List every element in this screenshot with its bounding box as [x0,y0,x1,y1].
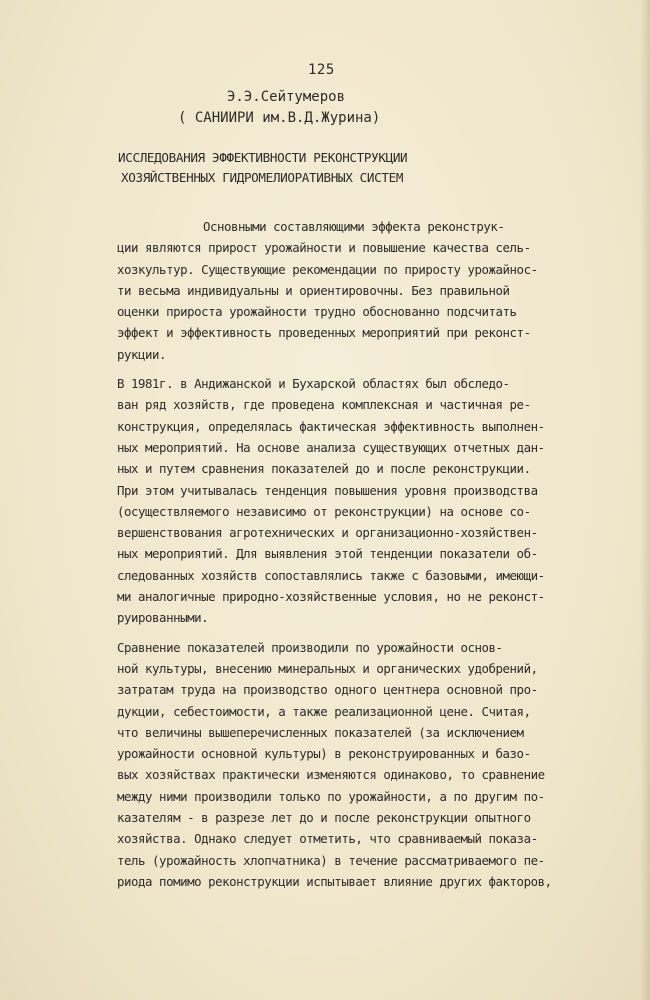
title-line: ИССЛЕДОВАНИЯ ЭФФЕКТИВНОСТИ РЕКОНСТРУКЦИИ [118,150,408,165]
article-body [117,216,557,892]
text-line: ми аналогичные природно-хозяйственные условия, но не реконст- [117,589,545,605]
text-line: между ними производили только по урожайности, а по другим по- [117,788,545,804]
paragraph-gap [117,365,557,373]
text-line: риода помимо реконструкции испытывает влияние других факторов, [117,873,552,889]
page-number: 125 [308,62,335,78]
text-line: При этом учитывалась тенденция повышения уровня производства [117,482,538,498]
text-line: оценки прироста урожайности трудно обоснованно подсчитать [117,304,517,320]
text-line: ных и путем сравнения показателей до и после реконструкции. [117,461,531,477]
text-line: ван ряд хозяйств, где проведена комплексная и частичная ре- [117,397,531,413]
text-line: В 1981г. в Андижанской и Бухарской областях был обследо- [117,376,510,392]
text-line: вых хозяйствах практически изменяются одинаково, то сравнение [117,767,545,783]
text-line: хозяйства. Однако следует отметить, что сравниваемый показа- [117,831,538,847]
text-line: (осуществляемого независимо от реконструкции) на основе со- [117,503,531,519]
text-line: хозкультур. Существующие рекомендации по приросту урожайнос- [117,261,538,277]
article-title [118,148,448,188]
text-line: урожайности основной культуры) в реконструированных и базо- [117,746,531,762]
text-line: Сравнение показателей производили по урожайности основ- [117,639,503,655]
paragraph-gap [117,629,557,637]
text-line: ти весьма индивидуальны и ориентировочны. Без правильной [117,282,510,298]
text-line: вершенствования агротехнических и организационно-хозяйствен- [117,525,538,541]
text-line: ных мероприятий. Для выявления этой тенденции показатели об- [117,546,538,562]
text-line: Основными составляющими эффекта реконструк- [203,219,505,234]
text-line: дукции, себестоимости, а также реализационной цене. Считая, [117,703,531,719]
text-line: рукции. [117,346,167,362]
text-line: следованных хозяйств сопоставлялись также с базовыми, имеющи- [117,567,545,583]
text-line: конструкция, определялась фактическая эффективность выполнен- [117,418,545,434]
text-line: что величины вышеперечисленных показателей (за исключением [117,724,524,740]
author-name: Э.Э.Сейтумеров [227,89,346,105]
text-line: ции являются прирост урожайности и повышение качества сель- [117,240,531,256]
text-line: казателям - в разрезе лет до и после реконструкции опытного [117,810,531,826]
text-line: руированными. [117,610,209,626]
page-edge-shadow [640,0,650,1000]
text-line: ной культуры, внесению минеральных и органических удобрений, [117,660,538,676]
author-affiliation: ( САНИИРИ им.В.Д.Журина) [178,110,381,126]
text-line: тель (урожайность хлопчатника) в течение рассматриваемого пе- [117,852,545,868]
text-line: эффект и эффективность проведенных мероприятий при реконст- [117,325,531,341]
title-line: ХОЗЯЙСТВЕННЫХ ГИДРОМЕЛИОРАТИВНЫХ СИСТЕМ [121,170,404,185]
text-line: ных мероприятий. На основе анализа существующих отчетных дан- [117,439,545,455]
text-line: затратам труда на производство одного центнера основной про- [117,682,538,698]
